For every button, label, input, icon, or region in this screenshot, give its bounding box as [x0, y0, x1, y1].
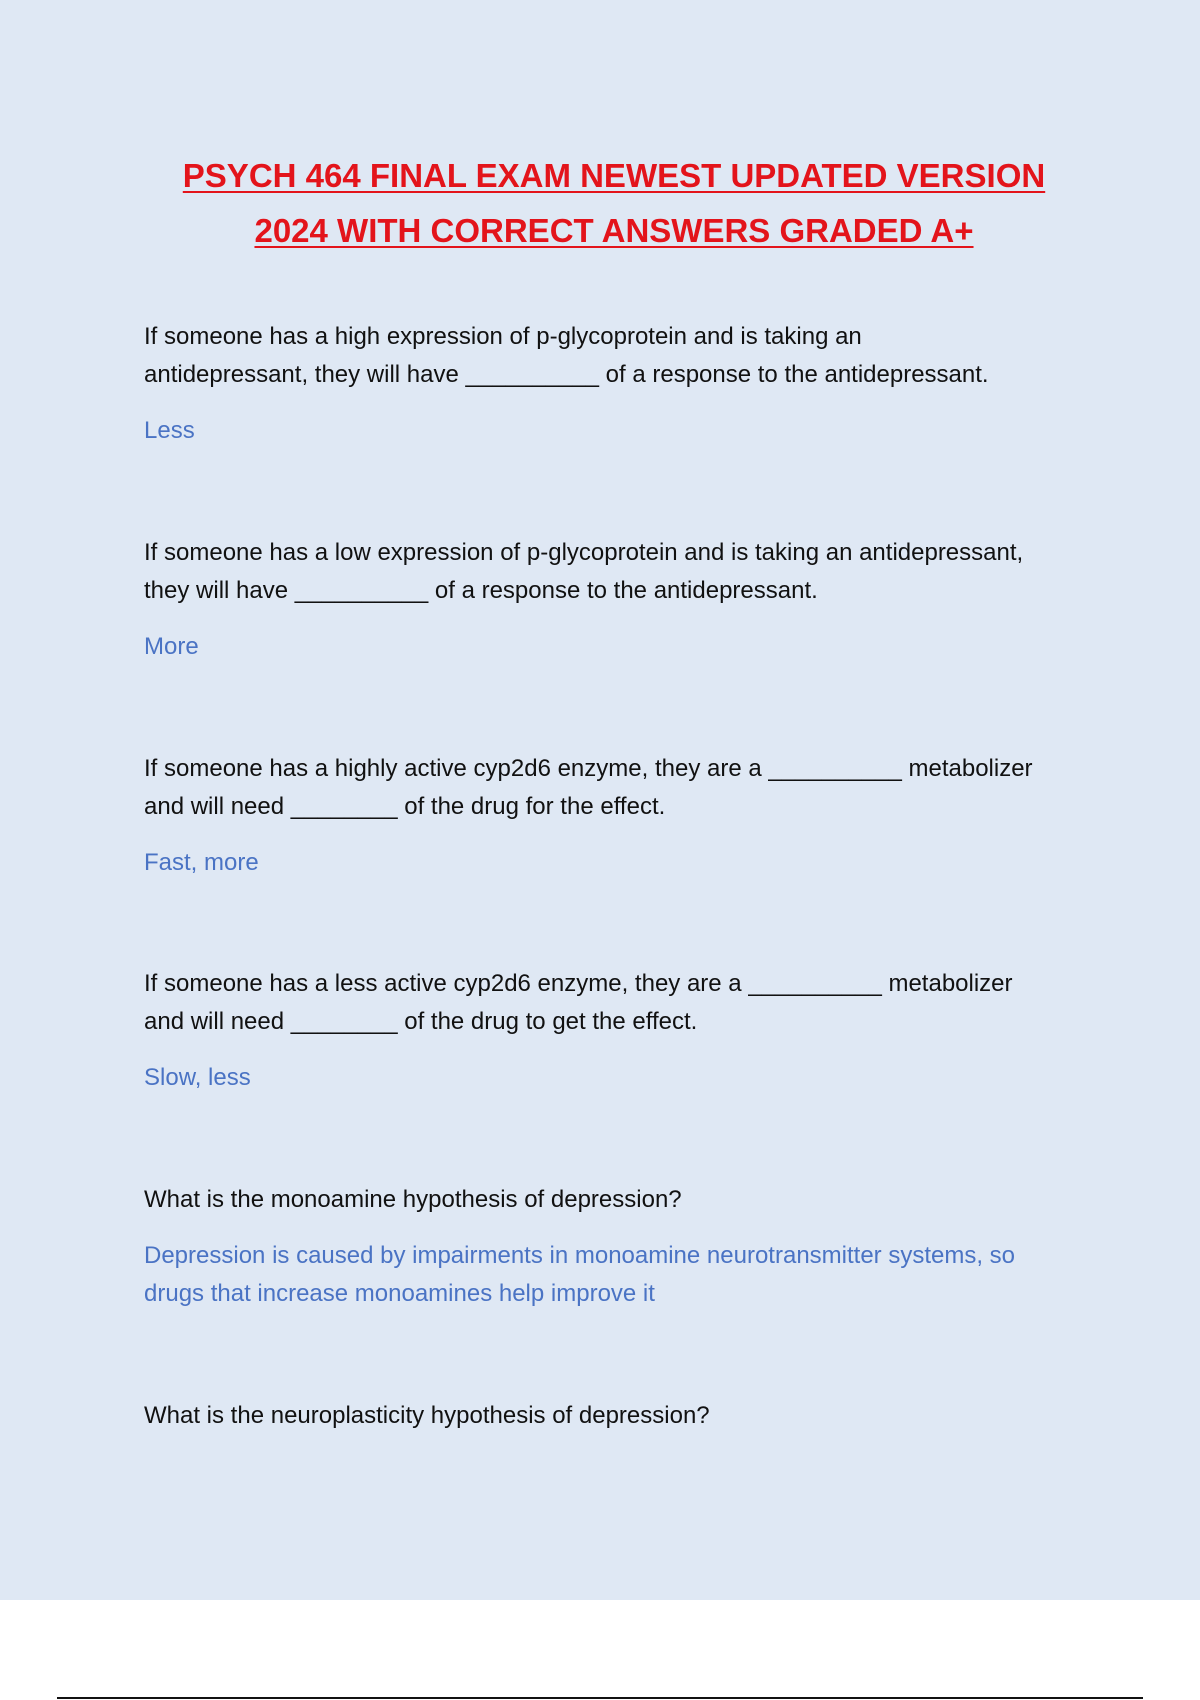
question-text [144, 534, 1104, 610]
question-text [144, 965, 1104, 1041]
qa-item-5 [144, 1181, 1104, 1313]
question-text [144, 318, 1104, 394]
question-line-2: they will have __________ of a response to the antidepressant. [144, 577, 818, 604]
question-line-1: What is the monoamine hypothesis of depression? [144, 1186, 682, 1213]
question-line-2: and will need ________ of the drug to get the effect. [144, 1008, 698, 1035]
answer-text [144, 412, 1104, 450]
question-line-2: antidepressant, they will have __________ of a response to the antidepressant. [144, 361, 989, 388]
question-line-1: If someone has a less active cyp2d6 enzyme, they are a __________ metabolizer [144, 970, 1013, 997]
qa-item-1 [144, 318, 1104, 450]
answer-text [144, 628, 1104, 666]
answer-text [144, 1237, 1104, 1313]
question-line-1: What is the neuroplasticity hypothesis of depression? [144, 1402, 710, 1429]
question-line-1: If someone has a highly active cyp2d6 enzyme, they are a __________ metabolizer [144, 755, 1033, 782]
answer-text [144, 844, 1104, 882]
question-line-2: and will need ________ of the drug for the effect. [144, 793, 666, 820]
answer-line-1: More [144, 633, 199, 660]
answer-text [144, 1059, 1104, 1097]
qa-item-4 [144, 965, 1104, 1097]
title-line-1: PSYCH 464 FINAL EXAM NEWEST UPDATED VERSION [182, 157, 1046, 194]
answer-line-2: drugs that increase monoamines help improve it [144, 1280, 655, 1307]
question-text [144, 750, 1104, 826]
question-line-1: If someone has a high expression of p-glycoprotein and is taking an [144, 323, 862, 350]
title-line-2: 2024 WITH CORRECT ANSWERS GRADED A+ [254, 212, 974, 249]
document-title [144, 148, 1084, 258]
answer-line-1: Less [144, 417, 195, 444]
answer-line-1: Depression is caused by impairments in monoamine neurotransmitter systems, so [144, 1242, 1016, 1269]
qa-item-6 [144, 1397, 1104, 1435]
question-text [144, 1397, 1104, 1435]
question-line-1: If someone has a low expression of p-glycoprotein and is taking an antidepressant, [144, 539, 1024, 566]
qa-item-2 [144, 534, 1104, 666]
answer-line-1: Slow, less [144, 1064, 251, 1091]
footer-divider [57, 1697, 1143, 1699]
qa-item-3 [144, 750, 1104, 882]
answer-line-1: Fast, more [144, 849, 259, 876]
question-text [144, 1181, 1104, 1219]
